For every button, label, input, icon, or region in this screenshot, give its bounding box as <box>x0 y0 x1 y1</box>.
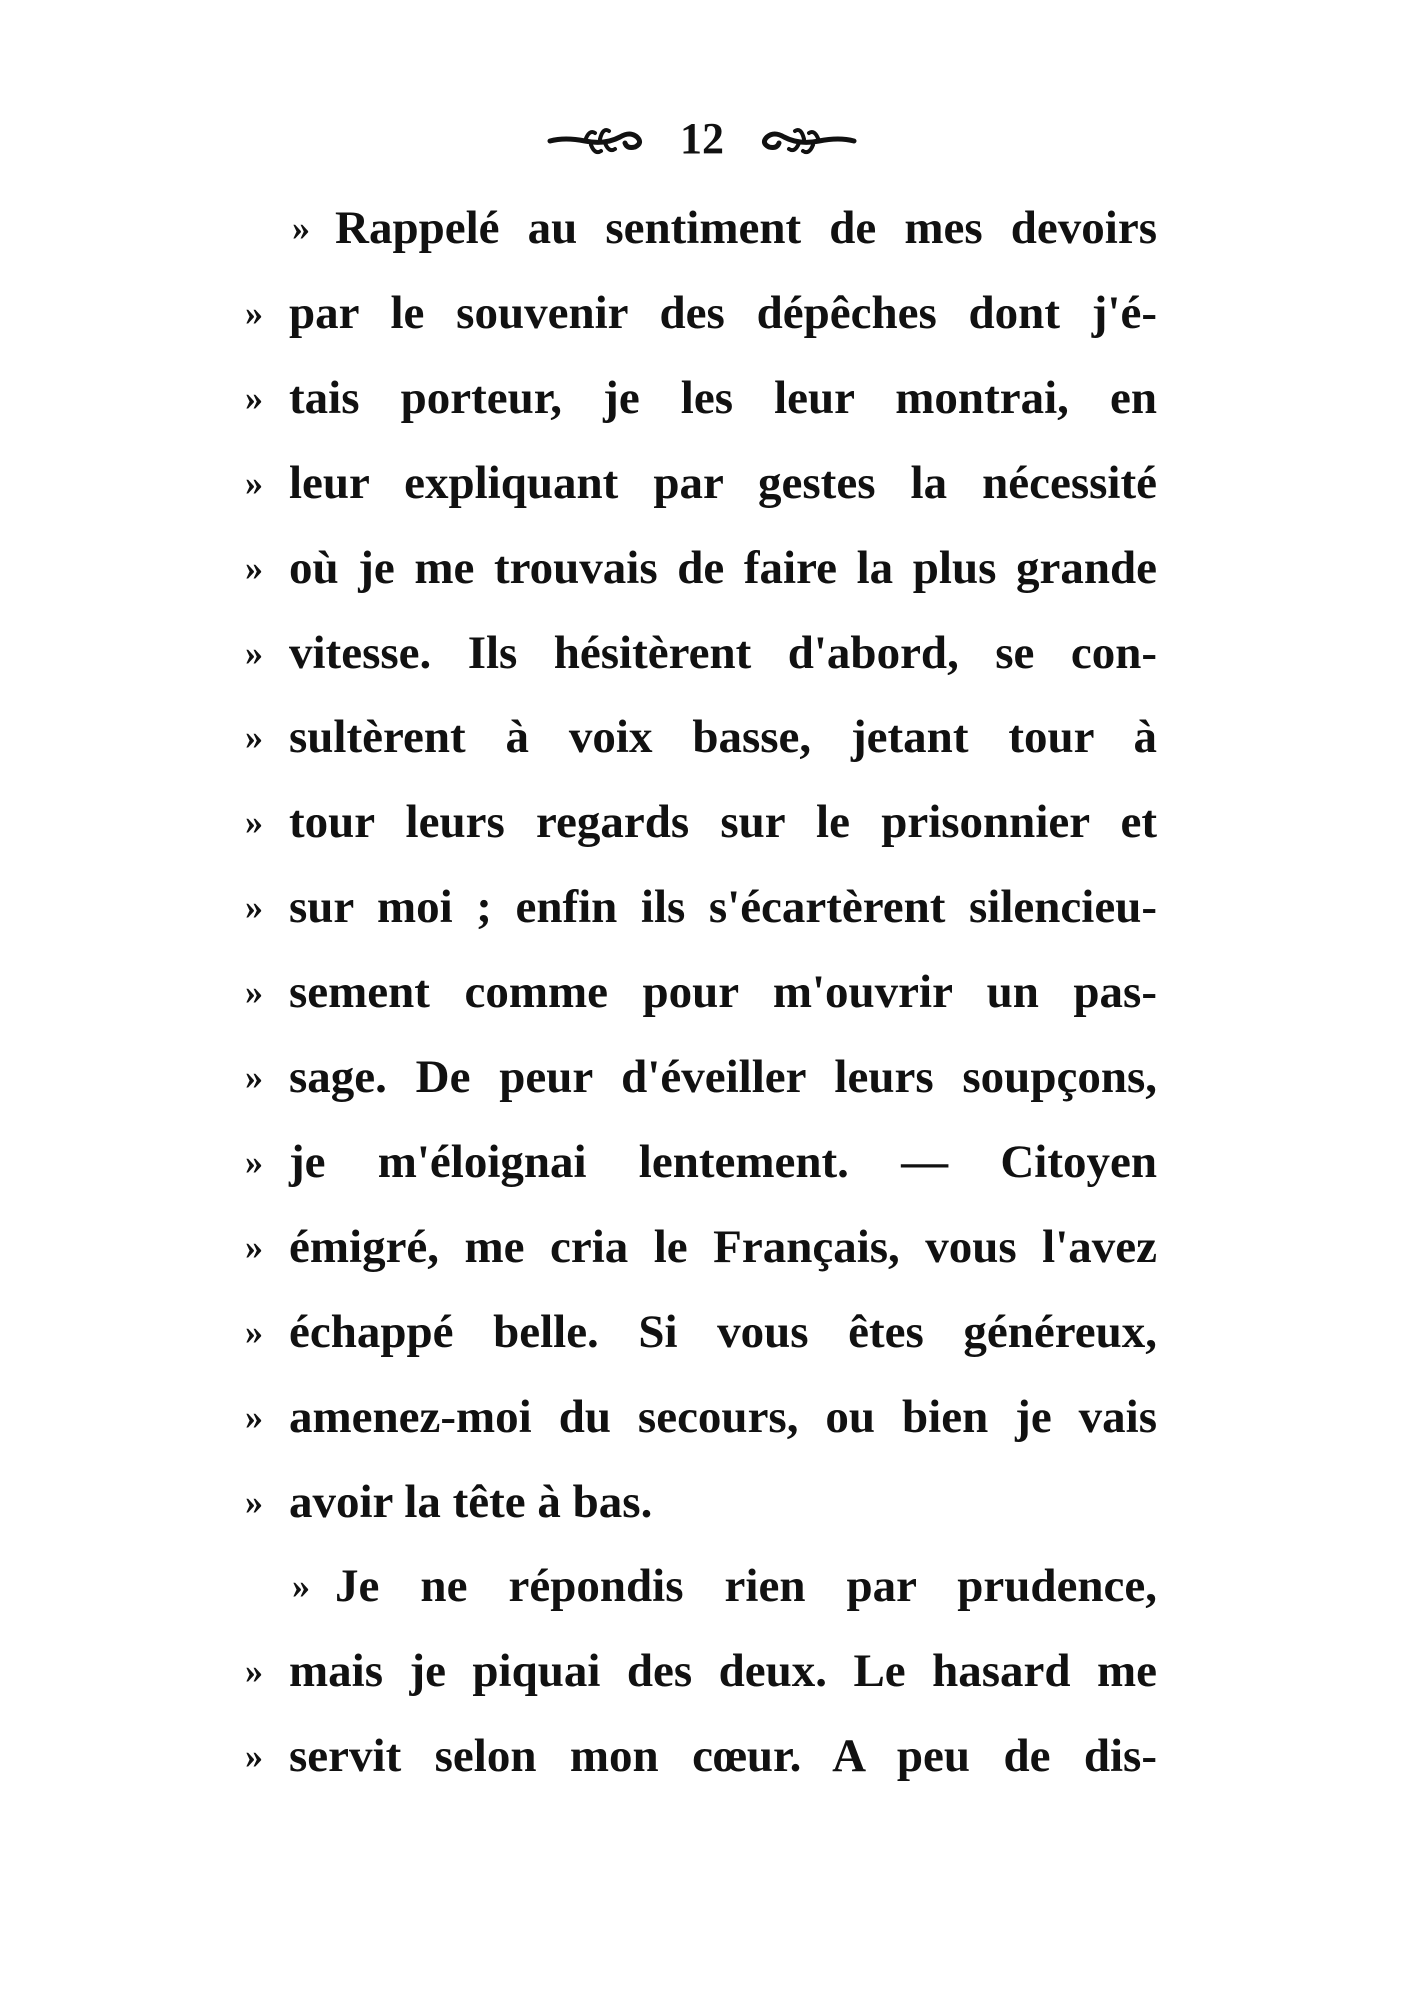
line-text: émigré, me cria le Français, vous l'avez <box>289 1220 1157 1273</box>
text-line <box>0 363 1404 433</box>
text-line <box>0 1297 1404 1367</box>
line-text: sage. De peur d'éveiller leurs soupçons, <box>289 1051 1157 1103</box>
quote-mark: » <box>245 1057 263 1097</box>
line-text: sultèrent à voix basse, jetant tour à <box>289 711 1157 764</box>
text-line <box>0 957 1404 1027</box>
text-line <box>0 448 1404 518</box>
text-line <box>0 193 1404 263</box>
quote-mark: » <box>292 1566 310 1607</box>
line-text: Rappelé au sentiment de mes devoirs <box>335 202 1157 254</box>
quote-mark: » <box>292 208 310 248</box>
quote-mark: » <box>245 292 263 333</box>
right-ornament-icon <box>749 119 859 159</box>
quote-mark: » <box>245 1141 263 1182</box>
quote-mark: » <box>245 802 263 843</box>
quote-mark: » <box>245 1481 263 1522</box>
text-line <box>0 787 1404 857</box>
line-text: servit selon mon cœur. A peu de dis- <box>289 1730 1157 1783</box>
text-line <box>0 533 1404 603</box>
quote-mark: » <box>245 632 263 673</box>
line-text: tour leurs regards sur le prisonnier et <box>289 796 1157 849</box>
left-ornament-icon <box>545 119 655 159</box>
quote-mark: » <box>245 717 263 758</box>
text-line <box>0 702 1404 772</box>
line-text: avoir la tête à bas. <box>289 1475 653 1528</box>
text-line <box>0 1551 1404 1621</box>
quote-mark: » <box>245 1311 263 1352</box>
line-text: Je ne répondis rien par prudence, <box>335 1560 1157 1613</box>
page-header <box>0 100 1404 174</box>
quote-mark: » <box>245 547 263 588</box>
line-text: par le souvenir des dépêches dont j'é- <box>289 286 1157 339</box>
quote-mark: » <box>245 1736 263 1777</box>
line-text: amenez-moi du secours, ou bien je vais <box>289 1390 1157 1443</box>
line-text: échappé belle. Si vous êtes généreux, <box>289 1305 1157 1358</box>
line-text: vitesse. Ils hésitèrent d'abord, se con- <box>289 626 1157 679</box>
text-line <box>0 1382 1404 1452</box>
page-number: 12 <box>680 113 724 163</box>
line-text: tais porteur, je les leur montrai, en <box>289 371 1157 424</box>
text-line <box>0 1721 1404 1791</box>
quote-mark: » <box>245 377 263 418</box>
quote-mark: » <box>245 1226 263 1267</box>
line-text: leur expliquant par gestes la nécessité <box>289 456 1157 509</box>
quote-mark: » <box>245 887 263 928</box>
text-line <box>0 872 1404 942</box>
line-text: je m'éloignai lentement. — Citoyen <box>289 1135 1157 1188</box>
quote-mark: » <box>245 1396 263 1437</box>
line-text: mais je piquai des deux. Le hasard me <box>289 1645 1157 1698</box>
text-line <box>0 1212 1404 1282</box>
text-line <box>0 1042 1404 1112</box>
quote-mark: » <box>245 1651 263 1692</box>
text-line <box>0 618 1404 688</box>
text-line <box>0 278 1404 348</box>
text-line <box>0 1467 1404 1537</box>
line-text: sur moi ; enfin ils s'écartèrent silencieu- <box>289 881 1157 934</box>
line-text: sement comme pour m'ouvrir un pas- <box>289 966 1157 1019</box>
quote-mark: » <box>245 972 263 1013</box>
quote-mark: » <box>245 462 263 503</box>
line-text: où je me trouvais de faire la plus grande <box>289 541 1157 594</box>
text-line <box>0 1127 1404 1197</box>
text-line <box>0 1636 1404 1706</box>
